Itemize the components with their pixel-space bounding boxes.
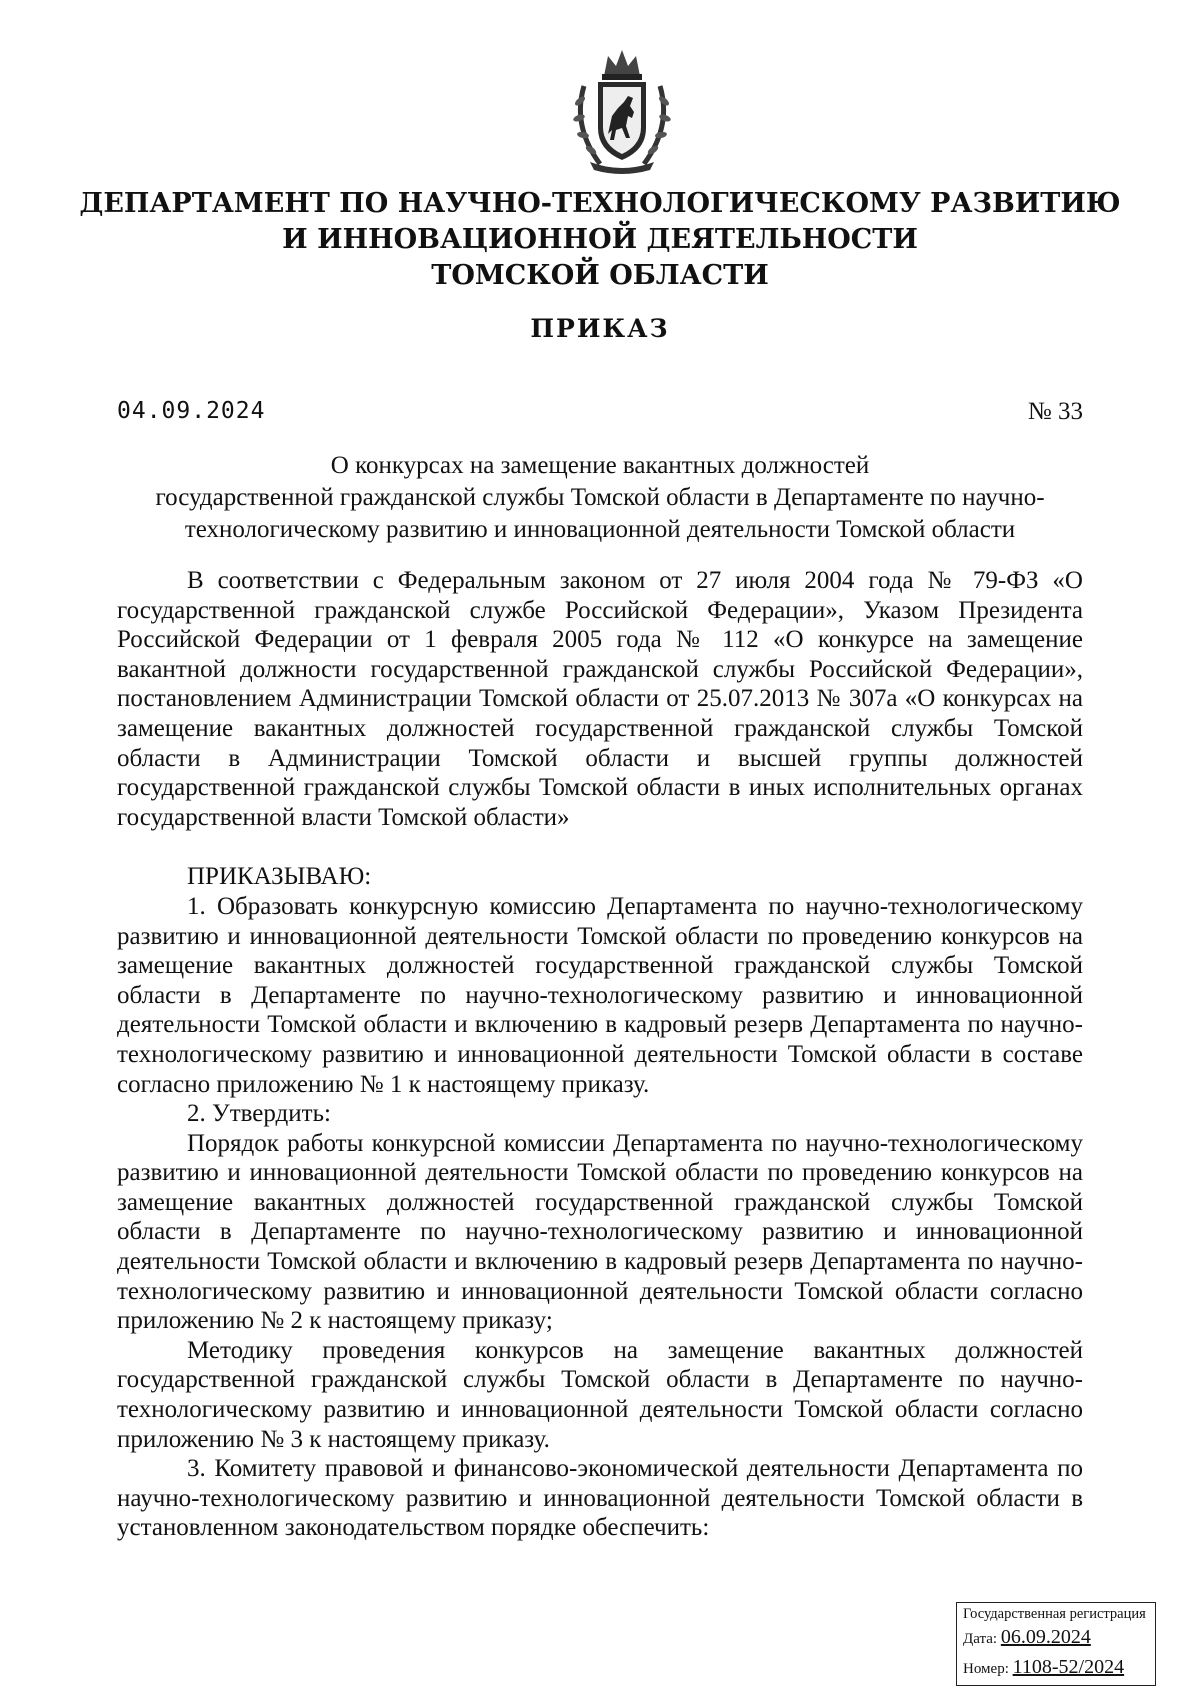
organization-title-line-3: ТОМСКОЙ ОБЛАСТИ	[431, 260, 769, 291]
document-number: № 33	[1027, 398, 1083, 425]
subject-line-2: государственной гражданской службы Томской области в Департаменте по научно-	[155, 484, 1045, 511]
item-2b-paragraph: Методику проведения конкурсов на замещение вакантных должностей государственной гражданской службы Томской области в Департаменте по научно-технологическому развитию и инновационной деятельности Томской области согласно приложению № 3 к настоящему приказу.	[117, 1336, 1083, 1453]
preamble-paragraph: В соответствии с Федеральным законом от 27 июля 2004 года № 79-ФЗ «О государственной гражданской службе Российской Федерации», Указом Президента Российской Федерации от 1 февраля 2005 года № 112 «О конкурсе на замещение вакантной должности государственной гражданской службы Российской Федерации», постановлением Администрации Томской области от 25.07.2013 № 307а «О конкурсах на замещение вакантных должностей государственной гражданской службы Томской области в Администрации Томской области и высшей группы должностей государственной гражданской службы Томской области в иных исполнительных органах государственной власти Томской области»	[117, 567, 1083, 831]
organization-title	[0, 186, 1200, 294]
coat-of-arms-icon	[570, 46, 674, 174]
document-type: ПРИКАЗ	[530, 314, 670, 343]
paragraph-gap	[117, 832, 1083, 862]
subject-line-1: О конкурсах на замещение вакантных должностей	[330, 452, 870, 479]
item-1-paragraph: 1. Образовать конкурсную комиссию Департамента по научно-технологическому развитию и инновационной деятельности Томской области по проведению конкурсов на замещение вакантных должностей государственной гражданской службы Томской области в Департаменте по научно-технологическому развитию и инновационной деятельности Томской области и включению в кадровый резерв Департамента по научно-технологическому развитию и инновационной деятельности Томской области в составе согласно приложению № 1 к настоящему приказу.	[117, 892, 1083, 1098]
registration-number-label: Номер:	[963, 1661, 1009, 1677]
registration-date-label: Дата:	[963, 1631, 998, 1647]
registration-number-value: 1108-52/2024	[1012, 1656, 1125, 1678]
document-body	[117, 566, 1083, 1543]
registration-number-row	[963, 1653, 1149, 1683]
registration-date-value: 06.09.2024	[1000, 1626, 1091, 1648]
item-3-paragraph: 3. Комитету правовой и финансово-экономической деятельности Департамента по научно-технологическому развитию и инновационной деятельности Томской области в установленном законодательством порядке обеспечить:	[117, 1455, 1083, 1542]
organization-title-line-1: ДЕПАРТАМЕНТ ПО НАУЧНО-ТЕХНОЛОГИЧЕСКОМУ РАЗВИТИЮ	[79, 188, 1121, 219]
document-date: 04.09.2024	[117, 398, 266, 424]
registration-title: Государственная регистрация	[963, 1606, 1146, 1622]
registration-date-row	[963, 1623, 1149, 1653]
document-subject	[110, 450, 1090, 546]
item-2a-paragraph: Порядок работы конкурсной комиссии Департамента по научно-технологическому развитию и инновационной деятельности Томской области по проведению конкурсов на замещение вакантных должностей государственной гражданской службы Томской области в Департаменте по научно-технологическому развитию и инновационной деятельности Томской области и включению в кадровый резерв Департамента по научно-технологическому развитию и инновационной деятельности Томской области согласно приложению № 2 к настоящему приказу;	[117, 1129, 1083, 1335]
subject-line-3: технологическому развитию и инновационной деятельности Томской области	[184, 516, 1016, 543]
item-2-paragraph: 2. Утвердить:	[187, 1100, 331, 1128]
order-word: ПРИКАЗЫВАЮ:	[187, 863, 372, 891]
organization-title-line-2: И ИННОВАЦИОННОЙ ДЕЯТЕЛЬНОСТИ	[282, 224, 918, 255]
registration-stamp	[956, 1602, 1156, 1686]
